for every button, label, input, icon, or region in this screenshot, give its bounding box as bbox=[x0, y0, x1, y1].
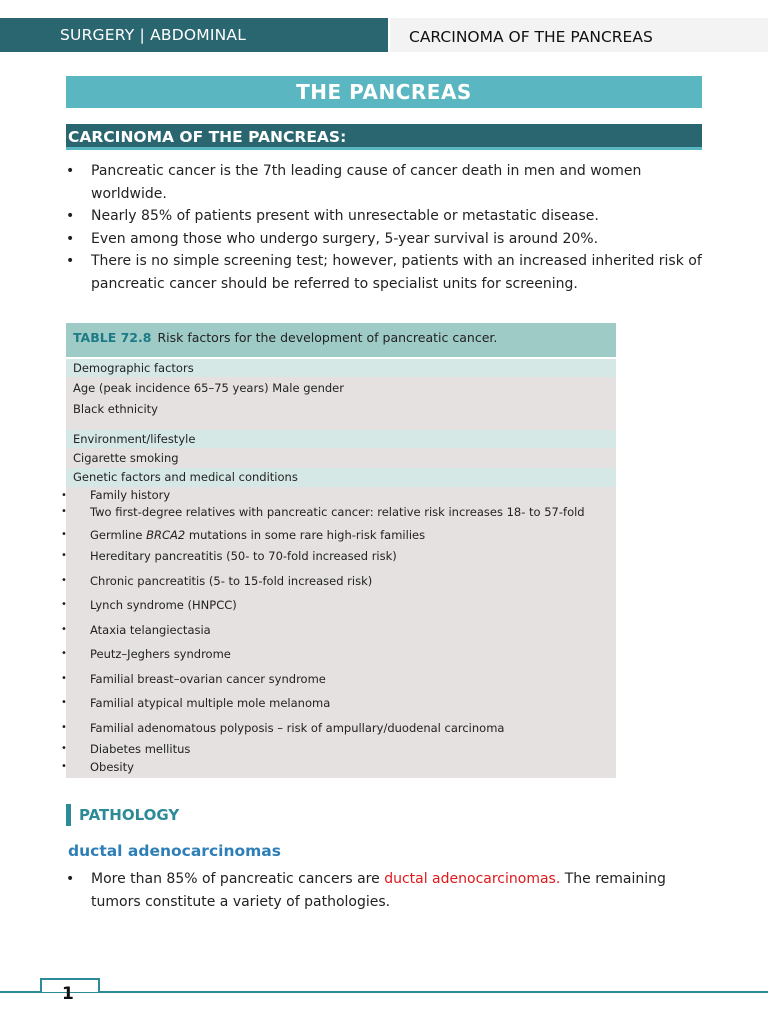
table-list-item: • Family history bbox=[66, 487, 616, 504]
subheading: ductal adenocarcinomas bbox=[68, 842, 281, 860]
bullet-item: • More than 85% of pancreatic cancers are ductal adenocarcinomas. The remaining tumors constitute a variety of pathologies. bbox=[66, 868, 706, 913]
table-list-item: • Diabetes mellitus bbox=[66, 740, 616, 758]
table-row: Cigarette smoking bbox=[66, 448, 616, 468]
table-list-item: • Ataxia telangiectasia bbox=[66, 618, 616, 643]
pathology-heading: PATHOLOGY bbox=[66, 804, 179, 826]
header-topic: CARCINOMA OF THE PANCREAS bbox=[390, 18, 768, 52]
table-list-item: • Peutz–Jeghers syndrome bbox=[66, 642, 616, 667]
risk-factors-table bbox=[61, 323, 616, 778]
gene-name: BRCA2 bbox=[146, 528, 186, 542]
section-heading: CARCINOMA OF THE PANCREAS: bbox=[66, 124, 702, 150]
bullet-item: • Pancreatic cancer is the 7th leading cause of cancer death in men and women worldwide. bbox=[66, 160, 706, 205]
table-list-item: • Hereditary pancreatitis (50- to 70-fold increased risk) bbox=[66, 544, 616, 569]
table-list-item: • Familial breast–ovarian cancer syndrome bbox=[66, 667, 616, 692]
table-caption-text: Risk factors for the development of pancreatic cancer. bbox=[157, 330, 498, 345]
table-list-item: • Familial atypical multiple mole melanoma bbox=[66, 691, 616, 716]
table-list-item: • Chronic pancreatitis (5- to 15-fold increased risk) bbox=[66, 569, 616, 594]
table-caption bbox=[66, 323, 616, 357]
table-list-item: • Lynch syndrome (HNPCC) bbox=[66, 593, 616, 618]
table-spacer bbox=[66, 419, 616, 430]
table-band-environment: Environment/lifestyle bbox=[66, 430, 616, 448]
table-list-item: • Obesity bbox=[66, 758, 616, 778]
table-row: Age (peak incidence 65–75 years) Male gender bbox=[66, 377, 616, 398]
table-list-item: • Two first-degree relatives with pancreatic cancer: relative risk increases 18- to 57-fold bbox=[66, 504, 616, 520]
page-title: THE PANCREAS bbox=[66, 76, 702, 108]
intro-bullet-list bbox=[66, 160, 706, 295]
table-number: TABLE 72.8 bbox=[73, 330, 152, 345]
bullet-item: • There is no simple screening test; however, patients with an increased inherited risk of pancreatic cancer should be referred to specialist units for screening. bbox=[66, 250, 706, 295]
page-number: 1 bbox=[62, 984, 74, 1004]
table-band-demographic: Demographic factors bbox=[66, 359, 616, 377]
bullet-item: • Nearly 85% of patients present with unresectable or metastatic disease. bbox=[66, 205, 706, 228]
table-band-genetic: Genetic factors and medical conditions bbox=[66, 468, 616, 487]
pathology-bullet-list bbox=[66, 868, 706, 913]
table-list-item: • Germline BRCA2 mutations in some rare high-risk families bbox=[66, 520, 616, 544]
footer-rule bbox=[0, 991, 768, 993]
header-chapter: SURGERY | ABDOMINAL bbox=[0, 18, 388, 52]
table-list-item: • Familial adenomatous polyposis – risk of ampullary/duodenal carcinoma bbox=[66, 716, 616, 741]
highlight-text: ductal adenocarcinomas. bbox=[384, 871, 561, 887]
table-row: Black ethnicity bbox=[66, 398, 616, 419]
bullet-item: • Even among those who undergo surgery, 5-year survival is around 20%. bbox=[66, 228, 706, 251]
